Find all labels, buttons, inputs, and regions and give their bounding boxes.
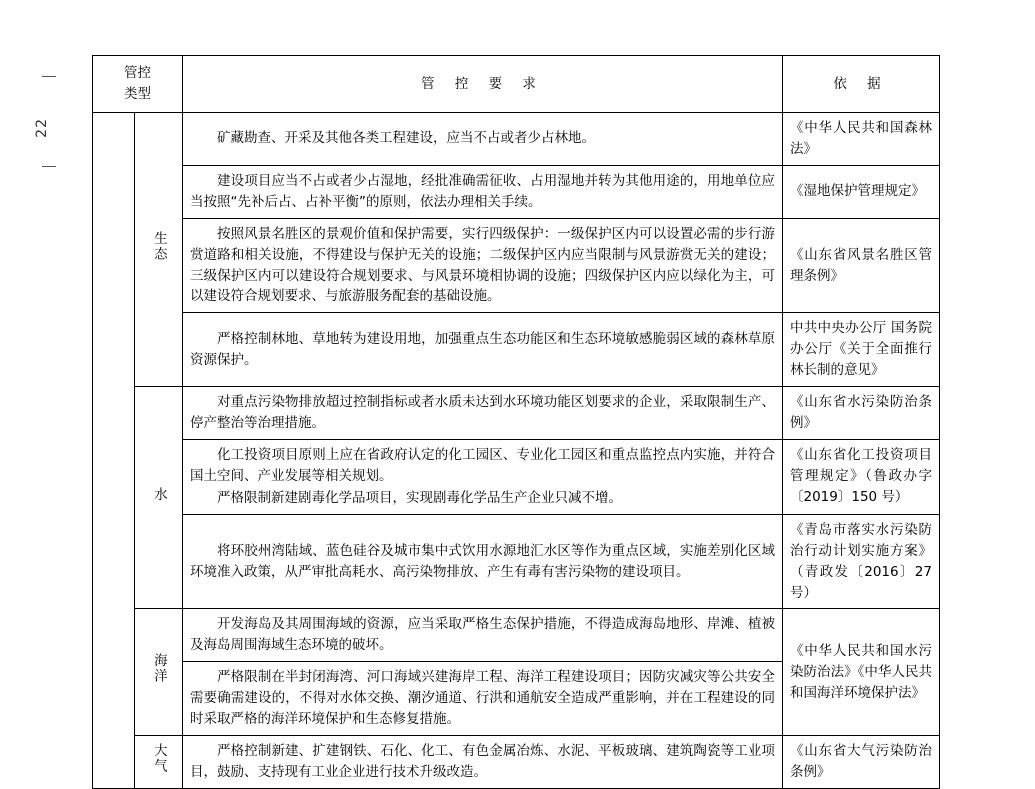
table-row — [93, 113, 940, 166]
category-label: 大气 — [150, 743, 167, 774]
basis-cell: 《中华人民共和国森林法》 — [783, 113, 940, 166]
category-cell-ecology — [135, 113, 183, 387]
basis-cell: 《山东省水污染防治条例》 — [783, 387, 940, 440]
table-row — [93, 736, 940, 789]
requirement-paragraph: 化工投资项目原则上应在省政府认定的化工园区、专业化工园区和重点监控点内实施，并符合国土空间、产业发展等相关规划。 — [190, 446, 775, 484]
requirement-cell — [183, 439, 783, 514]
basis-cell: 《青岛市落实水污染防治行动计划实施方案》（青政发〔2016〕27 号） — [783, 514, 940, 609]
requirement-cell: 矿藏勘查、开采及其他各类工程建设，应当不占或者少占林地。 — [183, 113, 783, 166]
margin-rule-bottom — [42, 166, 56, 167]
table-row — [93, 165, 940, 218]
header-cell-basis: 依 据 — [783, 56, 940, 113]
header-type-line1: 管控 — [124, 65, 151, 82]
requirement-cell: 开发海岛及其周围海域的资源，应当采取严格生态保护措施，不得造成海岛地形、岸滩、植被及海岛周围海域生态环境的破坏。 — [183, 609, 783, 662]
table-row — [93, 218, 940, 313]
control-requirements-table — [92, 55, 940, 789]
table-header-row — [93, 56, 940, 113]
requirement-cell: 对重点污染物排放超过控制指标或者水质未达到水环境功能区划要求的企业，采取限制生产、停产整治等治理措施。 — [183, 387, 783, 440]
header-cell-requirement: 管 控 要 求 — [183, 56, 783, 113]
table-header — [93, 56, 940, 113]
header-type-line2: 类型 — [124, 86, 151, 102]
table-row — [93, 439, 940, 514]
table-body — [93, 113, 940, 789]
category-cell-water — [135, 387, 183, 609]
requirement-cell: 严格控制林地、草地转为建设用地，加强重点生态功能区和生态环境敏感脆弱区域的森林草原资源保护。 — [183, 313, 783, 387]
basis-cell: 《山东省风景名胜区管理条例》 — [783, 218, 940, 313]
header-cell-type — [93, 56, 183, 113]
type-spanning-cell — [93, 113, 135, 789]
requirement-cell: 将环胶州湾陆域、蓝色硅谷及城市集中式饮用水源地汇水区等作为重点区域，实施差别化区域环境准入政策，从严审批高耗水、高污染物排放、产生有毒有害污染物的建设项目。 — [183, 514, 783, 609]
basis-cell: 《山东省大气污染防治条例》 — [783, 736, 940, 789]
table-row — [93, 387, 940, 440]
basis-cell: 《湿地保护管理规定》 — [783, 165, 940, 218]
basis-cell: 中共中央办公厅 国务院办公厅《关于全面推行林长制的意见》 — [783, 313, 940, 387]
table-row — [93, 609, 940, 662]
requirement-paragraph: 严格限制新建剧毒化学品项目，实现剧毒化学品生产企业只减不增。 — [217, 489, 622, 506]
requirement-cell: 严格控制新建、扩建钢铁、石化、化工、有色金属冶炼、水泥、平板玻璃、建筑陶瓷等工业项目，鼓励、支持现有工业企业进行技术升级改造。 — [183, 736, 783, 789]
category-cell-air — [135, 736, 183, 789]
basis-cell: 《中华人民共和国水污染防治法》《中华人民共和国海洋环境保护法》 — [783, 609, 940, 736]
table-row — [93, 514, 940, 609]
basis-cell: 《山东省化工投资项目管理规定》（鲁政办字〔2019〕150 号） — [783, 439, 940, 514]
category-label: 生态 — [150, 230, 167, 262]
category-cell-ocean — [135, 609, 183, 736]
category-label: 海洋 — [150, 653, 167, 685]
table-row — [93, 313, 940, 387]
margin-rule-top — [42, 76, 56, 77]
page-number: 22 — [34, 118, 50, 138]
requirement-cell: 严格限制在半封闭海湾、河口海域兴建海岸工程、海洋工程建设项目；因防灾减灾等公共安全需要确需建设的，不得对水体交换、潮汐通道、行洪和通航安全造成严重影响，并在工程建设的同时采取严格的海洋环境保护和生态修复措施。 — [183, 662, 783, 736]
requirement-cell: 按照风景名胜区的景观价值和保护需要，实行四级保护：一级保护区内可以设置必需的步行游赏道路和相关设施，不得建设与保护无关的设施；二级保护区内应当限制与风景游赏无关的建设；三级保护区内可以建设符合规划要求、与风景环境相协调的设施；四级保护区内应以绿化为主，可以建设符合规划要求、与旅游服务配套的基础设施。 — [183, 218, 783, 313]
requirement-cell: 建设项目应当不占或者少占湿地，经批准确需征收、占用湿地并转为其他用途的，用地单位应当按照“先补后占、占补平衡”的原则，依法办理相关手续。 — [183, 165, 783, 218]
category-label: 水 — [150, 486, 167, 503]
